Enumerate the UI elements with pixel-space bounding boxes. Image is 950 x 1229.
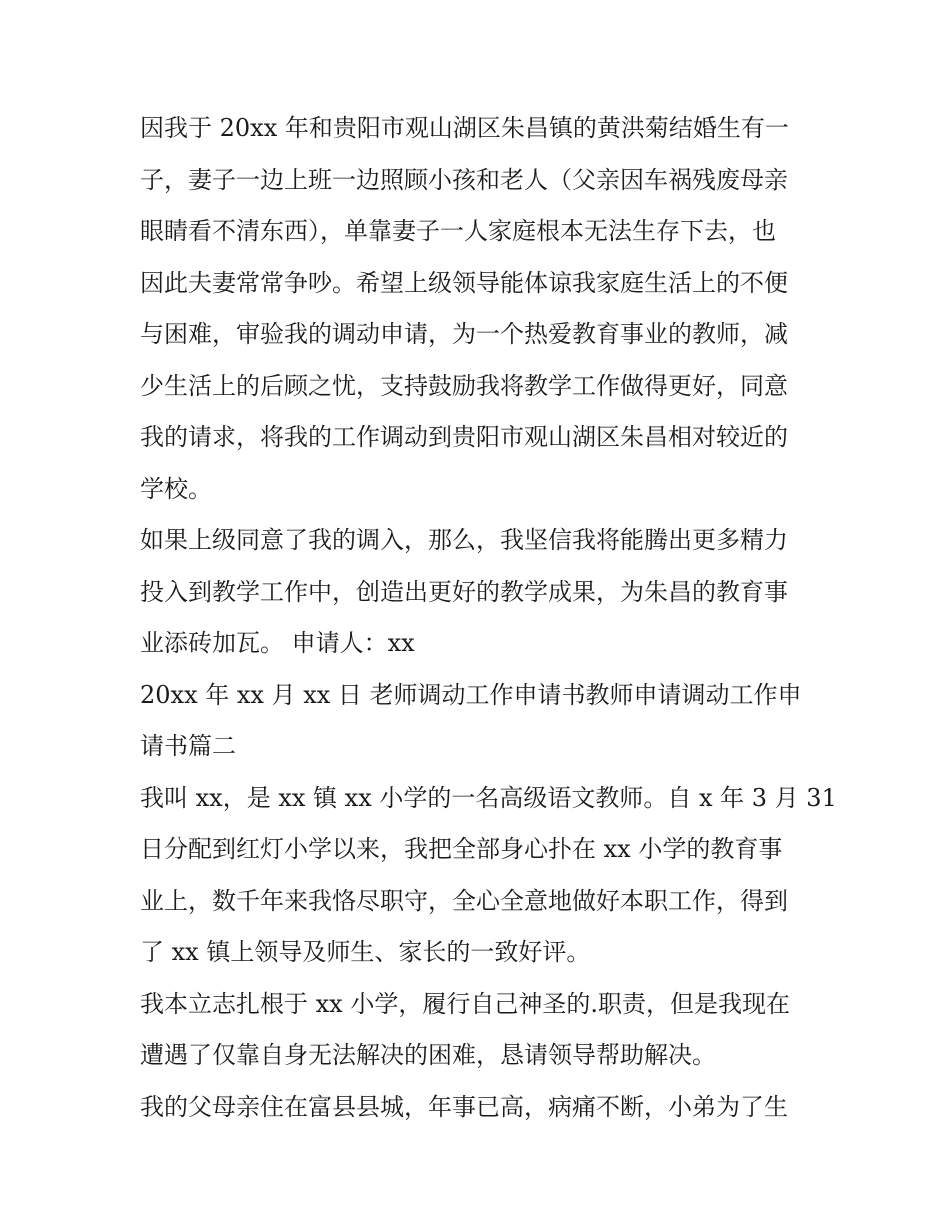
text-line: 学校。 — [140, 474, 212, 503]
text-line: 子，妻子一边上班一边照顾小孩和老人（父亲因车祸残废母亲 — [140, 165, 788, 194]
text-line: 请书篇二 — [140, 732, 236, 760]
text-line: 如果上级同意了我的调入，那么，我坚信我将能腾出更多精力 — [140, 526, 788, 554]
text-line: 少生活上的后顾之忧，支持鼓励我将教学工作做得更好，同意 — [140, 371, 788, 400]
text-line: 20xx 年 xx 月 xx 日 老师调动工作申请书教师申请调动工作申 — [140, 680, 802, 709]
text-line: 业上，数千年来我恪尽职守，全心全意地做好本职工作，得到 — [140, 886, 788, 915]
document-body — [140, 103, 840, 1133]
text-line: 遭遇了仅靠自身无法解决的困难，恳请领导帮助解决。 — [140, 1041, 716, 1069]
text-line: 我本立志扎根于 xx 小学，履行自己神圣的.职责，但是我现在 — [140, 989, 790, 1018]
text-line: 我叫 xx，是 xx 镇 xx 小学的一名高级语文教师。自 x 年 3 月 31 — [140, 783, 837, 812]
text-line: 我的父母亲住在富县县城，年事已高，病痛不断，小弟为了生 — [140, 1092, 788, 1121]
text-line: 因此夫妻常常争吵。希望上级领导能体谅我家庭生活上的不便 — [140, 268, 788, 297]
text-line: 投入到教学工作中，创造出更好的教学成果，为朱昌的教育事 — [140, 577, 788, 606]
text-line: 业添砖加瓦。 申请人：xx — [140, 629, 415, 657]
text-line: 日分配到红灯小学以来，我把全部身心扑在 xx 小学的教育事 — [140, 835, 783, 863]
text-line: 了 xx 镇上领导及师生、家长的一致好评。 — [140, 938, 591, 966]
text-line: 眼睛看不清东西），单靠妻子一人家庭根本无法生存下去，也 — [140, 217, 776, 245]
text-line: 我的请求，将我的工作调动到贵阳市观山湖区朱昌相对较近的 — [140, 423, 788, 451]
text-line: 与困难，审验我的调动申请，为一个热爱教育事业的教师，减 — [140, 320, 788, 348]
text-line: 因我于 20xx 年和贵阳市观山湖区朱昌镇的黄洪菊结婚生有一 — [140, 114, 789, 142]
